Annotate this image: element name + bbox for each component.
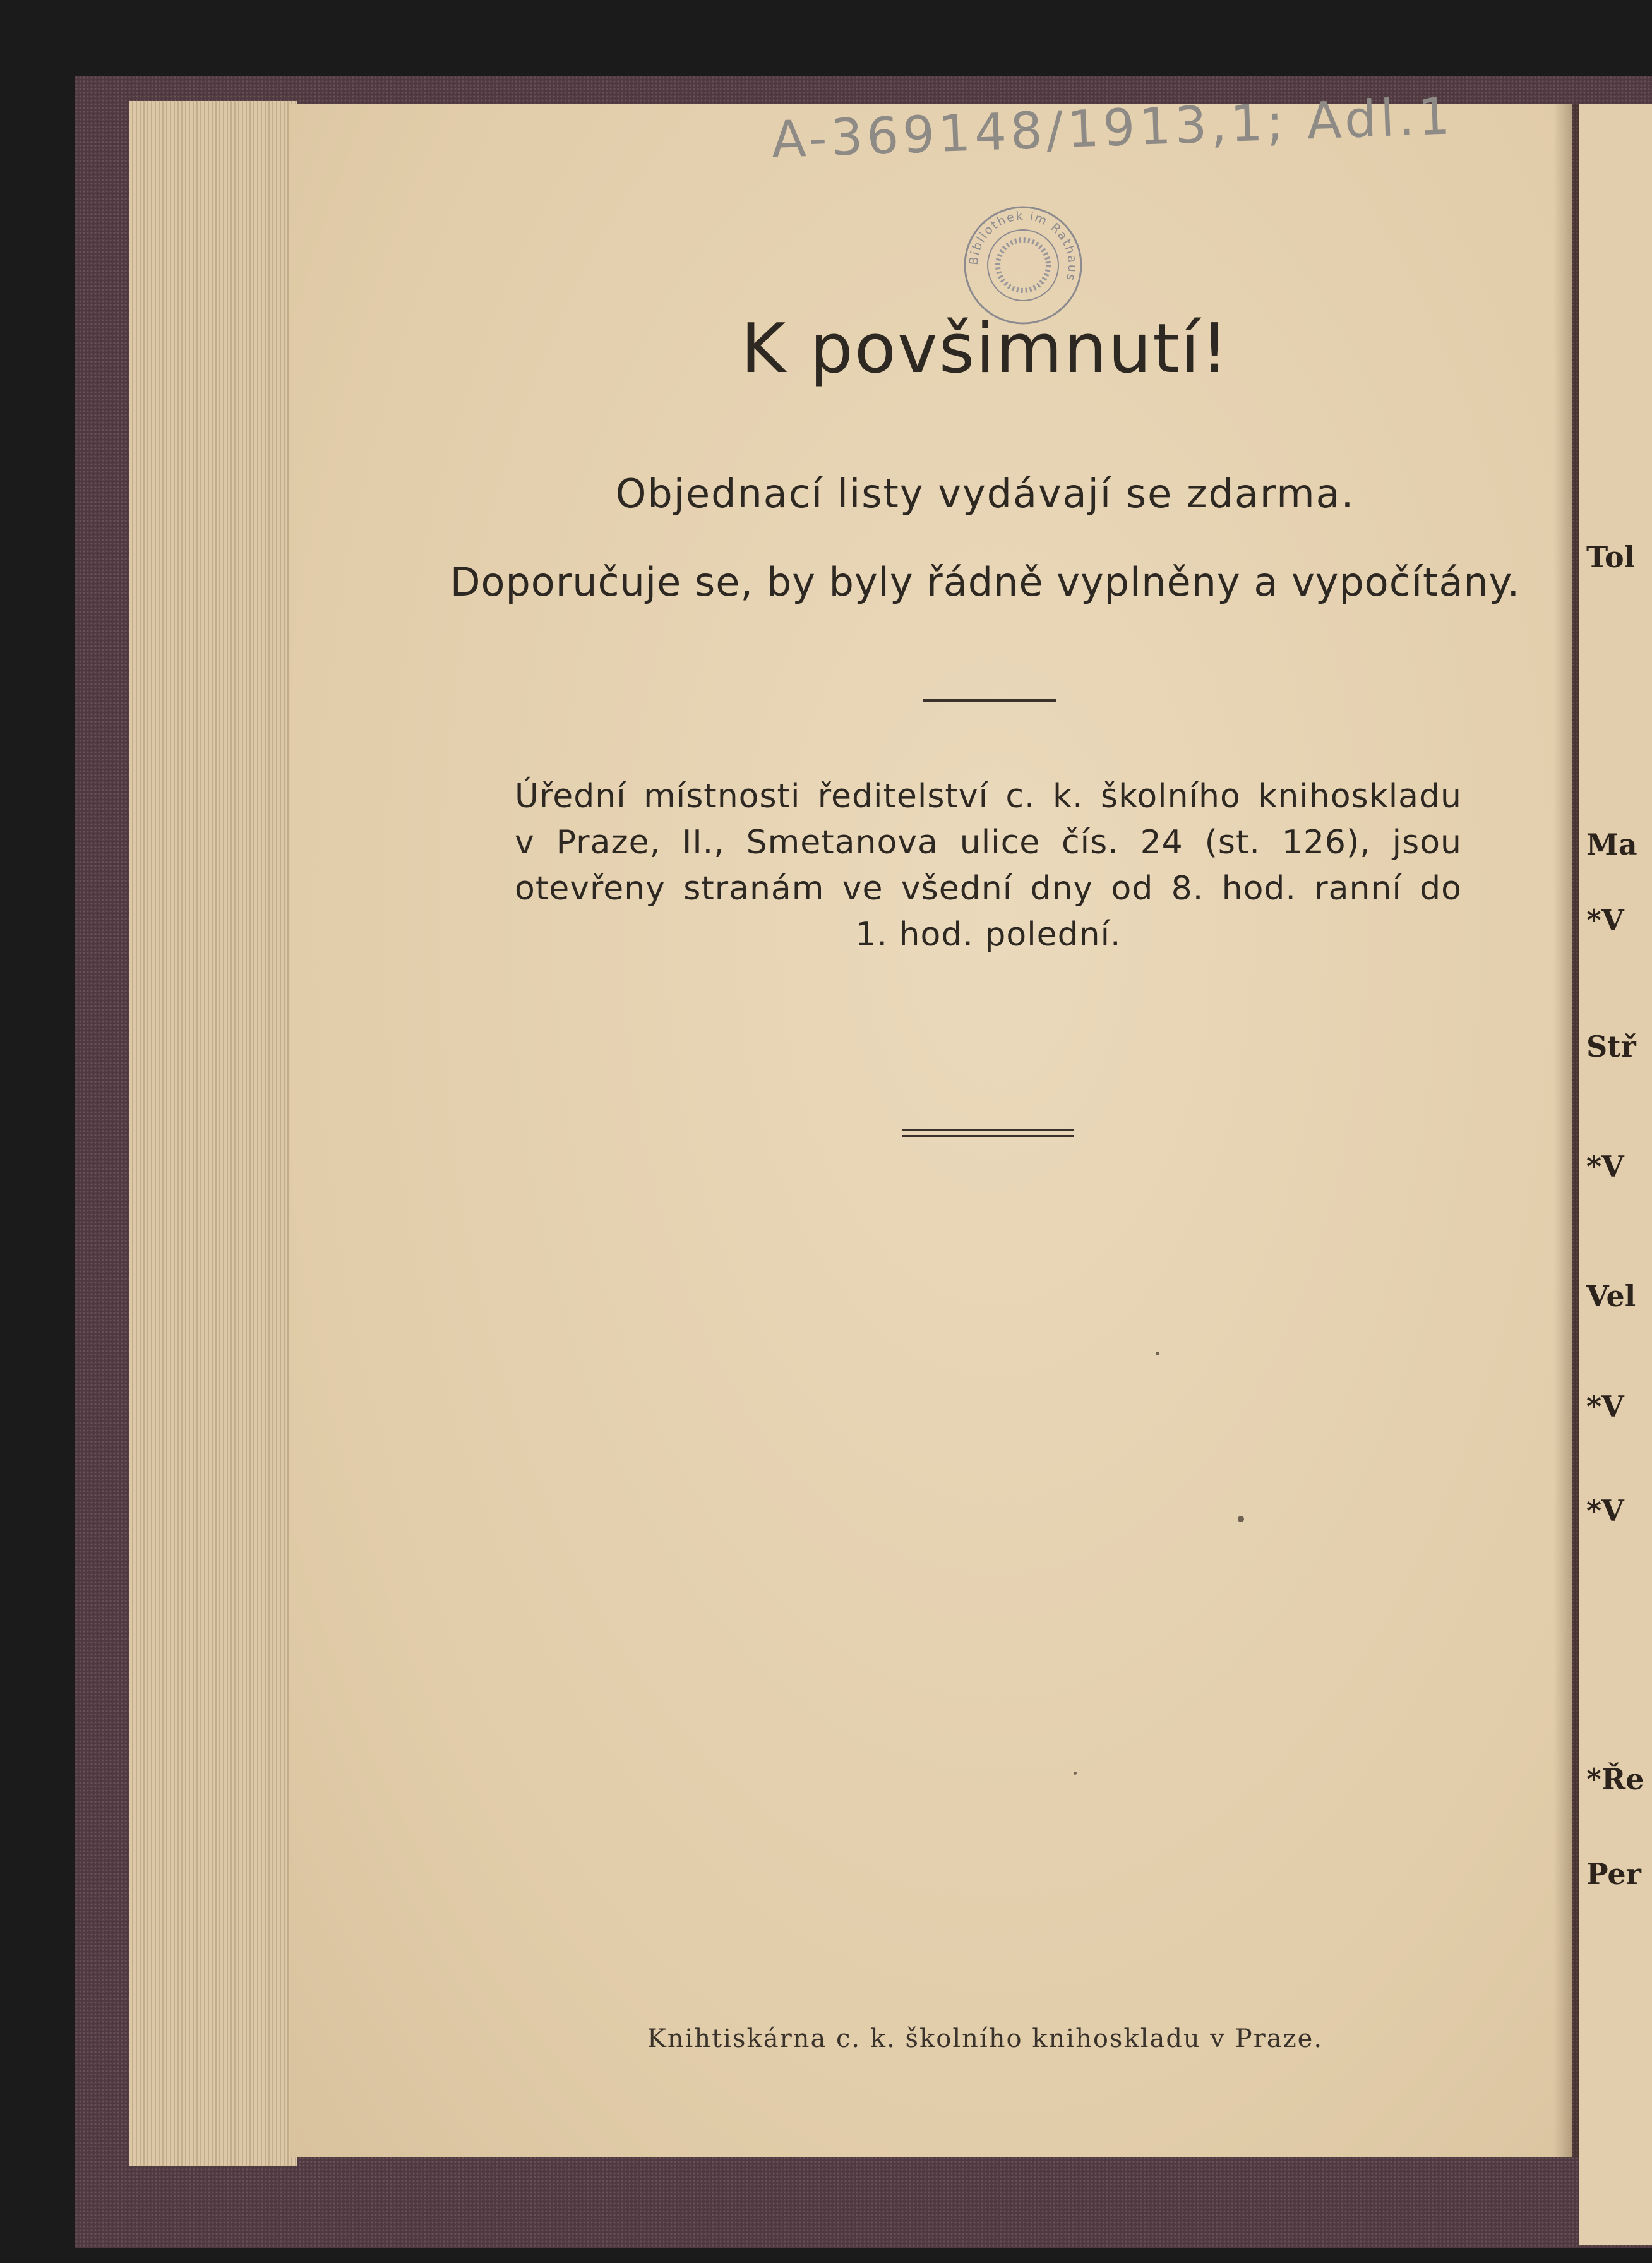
adjacent-text: Vel [1586,1279,1636,1313]
paper-speck [1238,1516,1244,1522]
svg-text:Bibliothek im Rathaus [967,209,1080,284]
office-hours-paragraph [515,774,1462,958]
double-divider [902,1129,1074,1137]
printer-imprint: Knihtiskárna c. k. školního knihoskladu v Praze. [647,2024,1324,2053]
office-hours-line: v Praze, II., Smetanova ulice čís. 24 (st. 126), jsou [515,824,1462,861]
adjacent-text: *V [1586,1390,1624,1424]
office-hours-line: otevřeny stranám ve všední dny od 8. hod. ranní do [515,870,1462,908]
adjacent-text: *V [1586,903,1624,937]
adjacent-text: *V [1586,1494,1624,1528]
notice-fill-in: Doporučuje se, by byly řádně vyplněny a vypočítány. [450,559,1521,605]
paper-speck [1074,1772,1077,1775]
pencil-shelfmark: A-369148/1913,1; Adl.1 [770,87,1455,169]
adjacent-text: Ma [1586,827,1637,861]
paper-speck [1156,1352,1159,1355]
adjacent-text: Tol [1586,540,1636,574]
page-gutter [1553,104,1579,2157]
office-hours-line: 1. hod. polední. [855,916,1122,954]
notice-free-forms: Objednací listy vydávají se zdarma. [615,471,1355,517]
adjacent-page [1579,104,1652,2245]
adjacent-text: *Ře [1586,1762,1644,1796]
divider [923,699,1056,702]
stamp-text: Bibliothek im Rathaus [966,208,1080,284]
page-edges [129,101,297,2166]
adjacent-text: Stř [1586,1029,1636,1064]
page-title: K povšimnutí! [741,309,1230,388]
office-hours-line: Úřední místnosti ředitelství c. k. školního knihoskladu [515,777,1462,815]
adjacent-text: Per [1586,1857,1641,1891]
adjacent-text: *V [1586,1150,1624,1184]
